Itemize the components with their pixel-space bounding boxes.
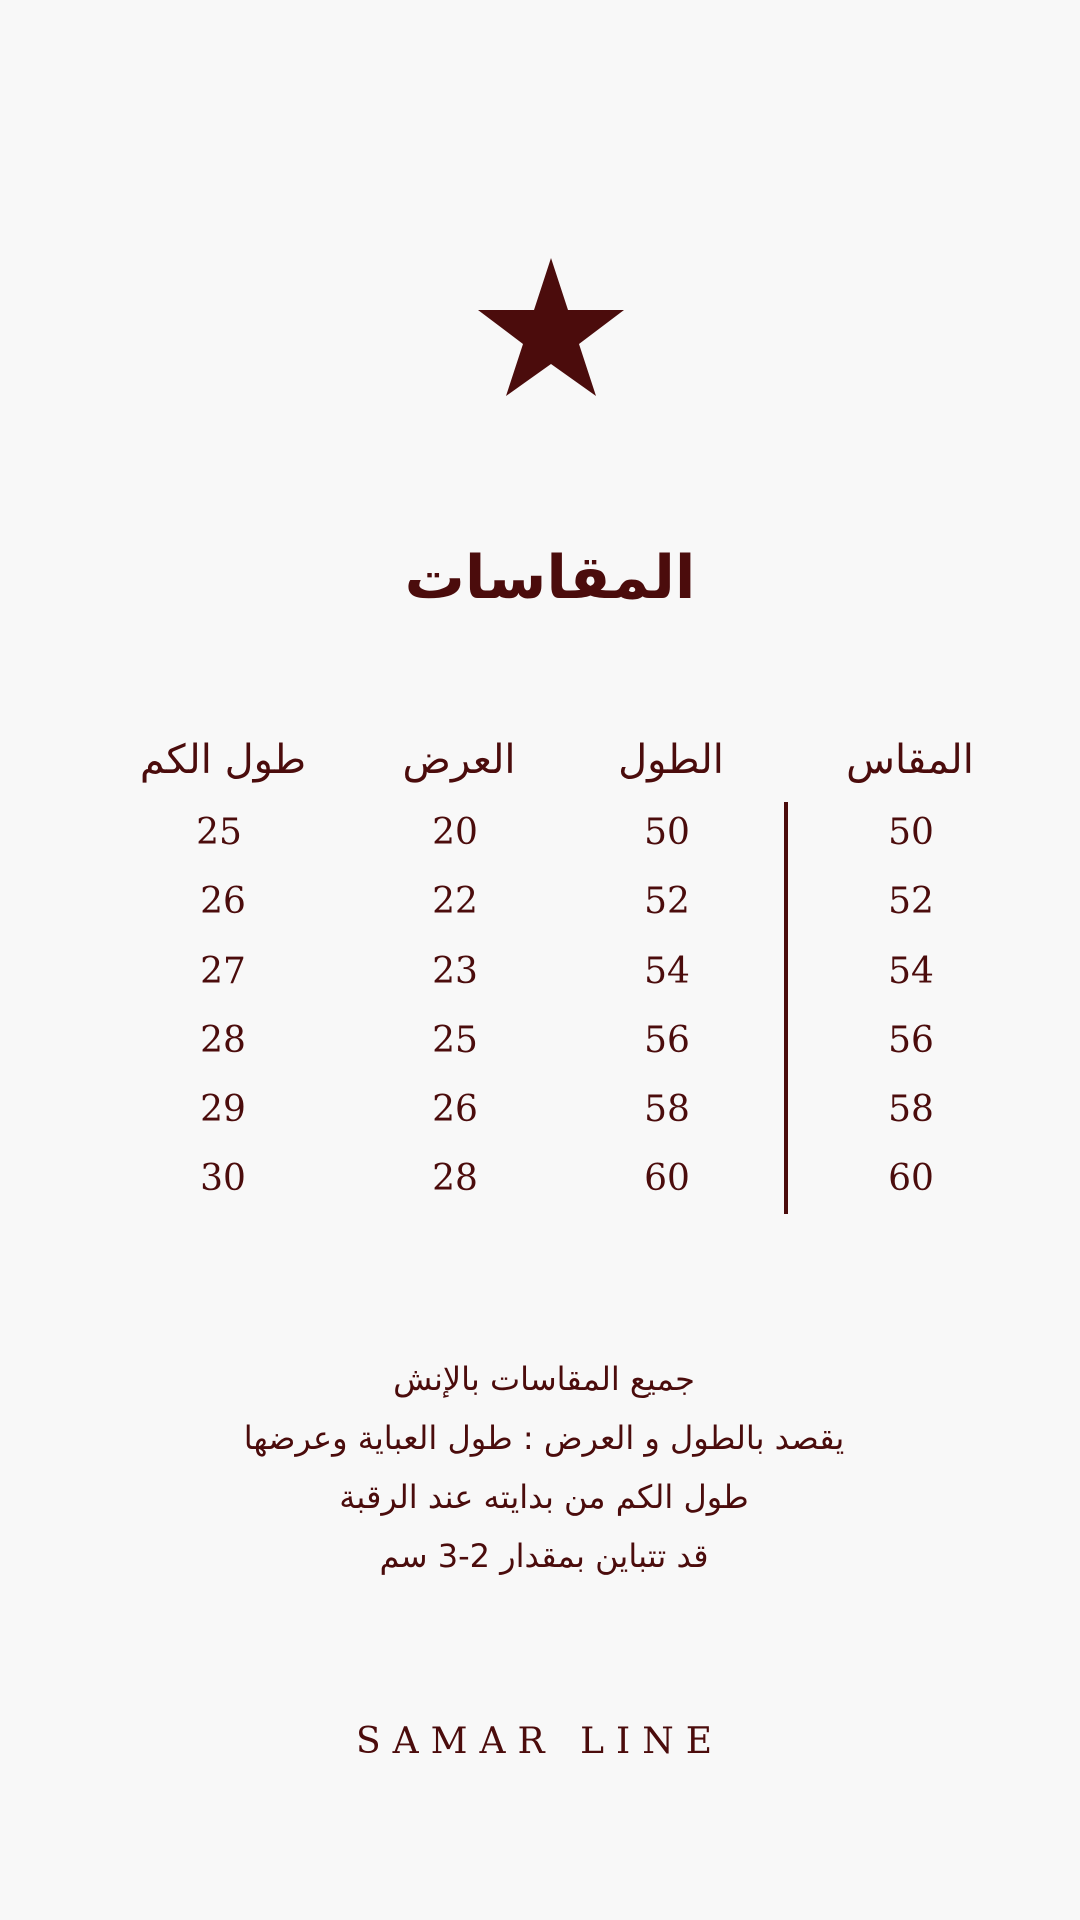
cell-size: 50 — [888, 812, 934, 853]
size-table — [0, 730, 1080, 1230]
cell-sleeve: 25 — [196, 812, 242, 853]
cell-sleeve: 26 — [200, 881, 246, 922]
cell-width: 25 — [432, 1020, 478, 1061]
cell-size: 60 — [888, 1158, 934, 1199]
header-width: العرض — [402, 737, 516, 783]
header-length: الطول — [618, 737, 724, 783]
notes-block — [0, 1350, 1080, 1586]
note-length-width: يقصد بالطول و العرض : طول العباية وعرضها — [243, 1419, 845, 1457]
cell-size: 52 — [888, 881, 934, 922]
cell-length: 60 — [644, 1158, 690, 1199]
cell-width: 22 — [432, 881, 478, 922]
cell-length: 54 — [644, 951, 690, 992]
note-tolerance: قد تتباين بمقدار 2-3 سم — [379, 1537, 709, 1575]
cell-length: 56 — [644, 1020, 690, 1061]
cell-sleeve: 27 — [200, 951, 246, 992]
cell-size: 54 — [888, 951, 934, 992]
brand-name: SAMAR LINE — [356, 1721, 724, 1762]
cell-width: 26 — [432, 1089, 478, 1130]
header-sleeve-length: طول الكم — [139, 737, 307, 783]
cell-width: 20 — [432, 812, 478, 853]
cell-sleeve: 28 — [200, 1020, 246, 1061]
cell-size: 56 — [888, 1020, 934, 1061]
page-title: المقاسات — [404, 543, 696, 613]
cell-size: 58 — [888, 1089, 934, 1130]
note-units: جميع المقاسات بالإنش — [393, 1360, 695, 1398]
note-sleeve: طول الكم من بدايته عند الرقبة — [339, 1478, 749, 1516]
cell-sleeve: 29 — [200, 1089, 246, 1130]
header-size: المقاس — [846, 737, 974, 783]
cell-width: 23 — [432, 951, 478, 992]
cell-length: 58 — [644, 1089, 690, 1130]
cell-length: 52 — [644, 881, 690, 922]
cell-length: 50 — [644, 812, 690, 853]
cell-sleeve: 30 — [200, 1158, 246, 1199]
cell-width: 28 — [432, 1158, 478, 1199]
column-divider — [784, 802, 788, 1214]
star-icon — [478, 258, 624, 396]
